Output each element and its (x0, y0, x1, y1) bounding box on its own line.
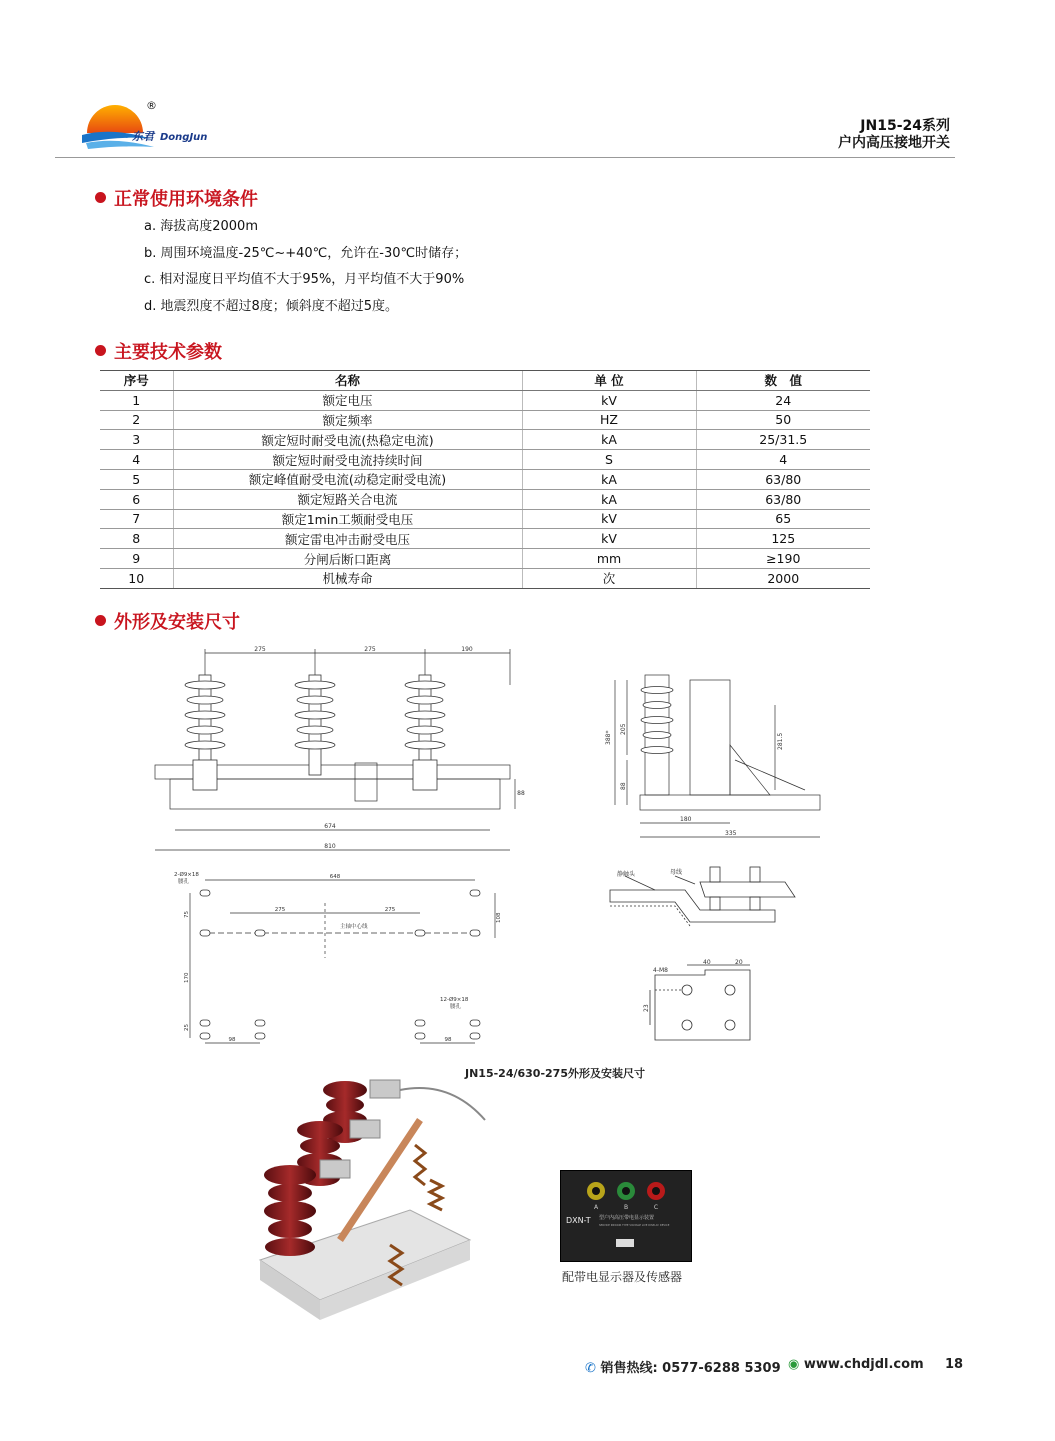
conditions-title: 正常使用环境条件 (95, 185, 258, 211)
table-row (100, 450, 870, 470)
bullet-icon (95, 615, 106, 626)
table-cell: 2000 (696, 568, 870, 588)
axis-label: 主轴中心线 (340, 924, 368, 930)
table-row (100, 529, 870, 549)
table-cell: 7 (100, 509, 173, 529)
bullet-icon (95, 345, 106, 356)
table-cell: 额定短路关合电流 (173, 489, 522, 509)
dim-label: 170 (184, 972, 190, 983)
table-cell: ≥190 (696, 549, 870, 569)
dim-label: 40 (703, 959, 711, 966)
dim-label: 281.5 (777, 732, 784, 750)
indicator-caption: 配带电显示器及传感器 (562, 1270, 683, 1284)
table-cell: kV (522, 529, 696, 549)
footer-hotline (585, 1357, 781, 1376)
company-logo (82, 95, 252, 155)
dim-label: 388* (605, 730, 612, 745)
table-cell: 额定1min工频耐受电压 (173, 509, 522, 529)
dim-label: 98 (444, 1037, 452, 1043)
header-cell: 序号 (100, 371, 173, 391)
header-title (838, 118, 950, 152)
dim-label: 108 (496, 912, 502, 923)
terminal-detail-drawing (645, 960, 765, 1050)
dim-label: 674 (324, 823, 336, 830)
brand-en: DongJun (160, 132, 208, 143)
table-cell: kA (522, 469, 696, 489)
product-photo (250, 1060, 510, 1330)
table-row (100, 568, 870, 588)
table-cell: 63/80 (696, 469, 870, 489)
table-cell: 分闸后断口距离 (173, 549, 522, 569)
dim-label: 98 (228, 1037, 236, 1043)
table-row (100, 509, 870, 529)
dim-label: 75 (184, 911, 190, 918)
table-row (100, 390, 870, 410)
table-row (100, 489, 870, 509)
table-cell: kA (522, 489, 696, 509)
header-cell: 数 值 (696, 371, 870, 391)
dim-label: 88 (620, 782, 627, 790)
table-cell: 额定短时耐受电流(热稳定电流) (173, 430, 522, 450)
table-cell: 63/80 (696, 489, 870, 509)
dim-label: 275 (384, 907, 396, 913)
table-cell: kV (522, 509, 696, 529)
table-cell: HZ (522, 410, 696, 430)
dim-label: 23 (643, 1004, 650, 1012)
detail-label: 静触头 (617, 871, 636, 878)
globe-icon: ◉ (788, 1357, 800, 1372)
table-cell: 2 (100, 410, 173, 430)
dim-label: 205 (620, 723, 627, 735)
table-cell: 25/31.5 (696, 430, 870, 450)
table-cell: 额定短时耐受电流持续时间 (173, 450, 522, 470)
dim-label: 25 (184, 1024, 190, 1031)
table-cell: 次 (522, 568, 696, 588)
specs-table (100, 370, 870, 589)
page-number: 18 (945, 1357, 964, 1372)
bullet-icon (95, 192, 106, 203)
drawing-caption: JN15-24/630-275外形及安装尺寸 (465, 1067, 645, 1080)
dim-label: 275 (274, 907, 286, 913)
list-item: c. 相对湿度日平均值不大于95%，月平均值不大于90% (144, 272, 465, 287)
hotline-label: 销售热线: (600, 1361, 658, 1376)
dim-label: 88 (517, 790, 525, 797)
hole-note: 2-Ø9×18 (174, 872, 199, 878)
dim-label: 20 (735, 959, 743, 966)
specs-title: 主要技术参数 (95, 338, 222, 364)
table-cell: 额定雷电冲击耐受电压 (173, 529, 522, 549)
table-cell: 机械寿命 (173, 568, 522, 588)
hotline-number: 0577-6288 5309 (662, 1361, 781, 1376)
header-cell: 单 位 (522, 371, 696, 391)
table-cell: 3 (100, 430, 173, 450)
table-cell: 50 (696, 410, 870, 430)
hole-note: 12-Ø9×18 (440, 997, 469, 1003)
table-row (100, 549, 870, 569)
list-item: a. 海拔高度2000m (144, 219, 258, 234)
hole-note: 腰孔 (450, 1004, 462, 1010)
table-cell: 10 (100, 568, 173, 588)
dim-label: 810 (324, 843, 336, 850)
table-cell: 4 (696, 450, 870, 470)
indicator-text-cn: 型户内高压带电显示装置 (599, 1215, 655, 1221)
detail-label: 母线 (670, 869, 683, 876)
footer-website[interactable] (788, 1357, 924, 1372)
dimensions-title: 外形及安装尺寸 (95, 608, 240, 634)
table-cell: 6 (100, 489, 173, 509)
header-cell: 名称 (173, 371, 522, 391)
contact-detail-drawing (605, 862, 805, 942)
front-view-drawing (145, 645, 525, 855)
hole-note: 4-M8 (653, 967, 668, 974)
table-cell: S (522, 450, 696, 470)
list-item: d. 地震烈度不超过8度；倾斜度不超过5度。 (144, 298, 399, 314)
dim-label: 648 (329, 874, 341, 880)
table-cell: 5 (100, 469, 173, 489)
list-item: b. 周围环境温度-25℃~+40℃，允许在-30℃时储存； (144, 245, 468, 261)
registered-mark: ® (146, 99, 157, 112)
website-link[interactable]: www.chdjdl.com (803, 1357, 924, 1372)
hole-note: 腰孔 (178, 879, 190, 885)
indicator-photo (560, 1170, 692, 1262)
plan-view-drawing (170, 868, 510, 1053)
dim-label: 275 (364, 646, 376, 653)
dim-label: 190 (461, 646, 473, 653)
table-cell: 9 (100, 549, 173, 569)
indicator-model: DXN-T (566, 1216, 591, 1225)
table-cell: 额定频率 (173, 410, 522, 430)
table-cell: 24 (696, 390, 870, 410)
table-cell: kA (522, 430, 696, 450)
side-view-drawing (605, 665, 835, 850)
product-title: 户内高压接地开关 (838, 135, 950, 151)
brand-cn: 东君 (132, 130, 154, 143)
table-row (100, 410, 870, 430)
phase-label: C (653, 1204, 659, 1211)
phase-label: B (623, 1204, 629, 1211)
phase-label: A (593, 1204, 599, 1211)
table-header-row (100, 371, 870, 391)
table-cell: 额定峰值耐受电流(动稳定耐受电流) (173, 469, 522, 489)
table-cell: 65 (696, 509, 870, 529)
dim-label: 180 (680, 816, 692, 823)
series-title: JN15-24系列 (860, 118, 950, 134)
table-cell: 额定电压 (173, 390, 522, 410)
conditions-list (144, 214, 467, 320)
dim-label: 275 (254, 646, 266, 653)
table-row (100, 430, 870, 450)
indicator-text-en: SERVICE INDOOR TYPE VOLTAGE LIVE DISPLAY DEVICE (599, 1224, 670, 1227)
table-cell: mm (522, 549, 696, 569)
table-cell: kV (522, 390, 696, 410)
table-cell: 1 (100, 390, 173, 410)
table-cell: 125 (696, 529, 870, 549)
table-row (100, 469, 870, 489)
header-divider (55, 157, 955, 158)
phone-icon: ✆ (585, 1361, 596, 1376)
dim-label: 335 (725, 830, 737, 837)
table-cell: 4 (100, 450, 173, 470)
table-cell: 8 (100, 529, 173, 549)
